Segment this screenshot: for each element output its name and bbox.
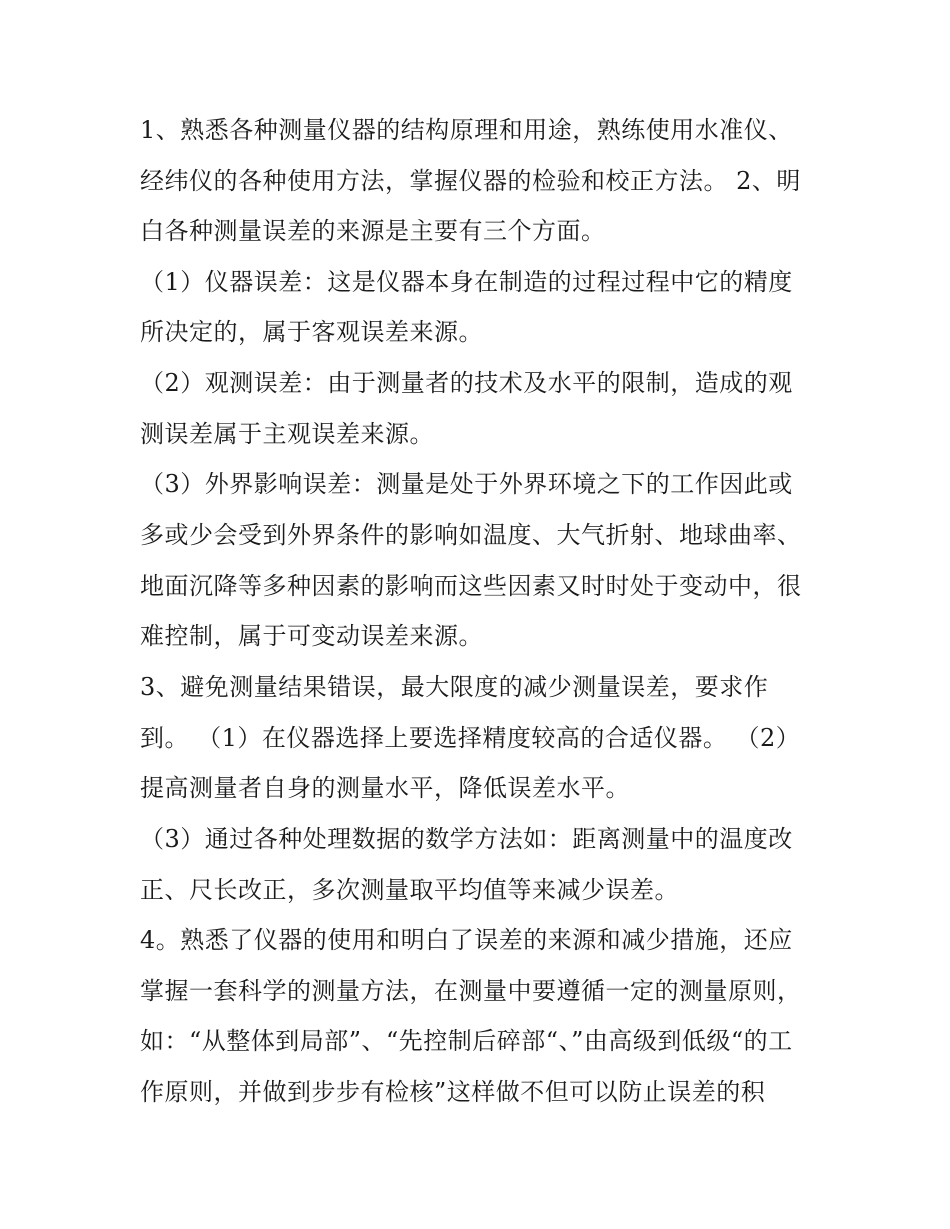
text-line: 经纬仪的各种使用方法，掌握仪器的检验和校正方法。 2、明 (140, 167, 801, 195)
text-line: 白各种测量误差的来源是主要有三个方面。 (140, 217, 606, 245)
text-line: 4。熟悉了仪器的使用和明白了误差的来源和减少措施，还应 (140, 926, 793, 954)
text-line: 1、熟悉各种测量仪器的结构原理和用途，熟练使用水准仪、 (140, 116, 793, 144)
text-line: 提高测量者自身的测量水平，降低误差水平。 (140, 774, 630, 802)
text-line: 3、避免测量结果错误，最大限度的减少测量误差，要求作 (140, 673, 769, 701)
text-line: 多或少会受到外界条件的影响如温度、大气折射、地球曲率、 (140, 521, 802, 549)
text-line: 到。 （1）在仪器选择上要选择精度较高的合适仪器。 （2） (140, 724, 801, 752)
text-line: 如：“从整体到局部”、“先控制后碎部“、”由高级到低级“的工 (140, 1027, 793, 1055)
text-line: （1）仪器误差：这是仪器本身在制造的过程过程中它的精度 (140, 268, 793, 296)
text-line: 正、尺长改正，多次测量取平均值等来减少误差。 (140, 876, 679, 904)
text-line: 掌握一套科学的测量方法，在测量中要遵循一定的测量原则， (140, 977, 802, 1005)
text-line: （3）通过各种处理数据的数学方法如：距离测量中的温度改 (140, 825, 793, 853)
text-line: （3）外界影响误差：测量是处于外界环境之下的工作因此或 (140, 470, 793, 498)
text-line: （2）观测误差：由于测量者的技术及水平的限制，造成的观 (140, 369, 793, 397)
text-line: 难控制，属于可变动误差来源。 (140, 622, 483, 650)
text-line: 测误差属于主观误差来源。 (140, 420, 434, 448)
text-line: 地面沉降等多种因素的影响而这些因素又时时处于变动中，很 (140, 572, 802, 600)
text-line: 所决定的，属于客观误差来源。 (140, 318, 483, 346)
text-line: 作原则，并做到步步有检核”这样做不但可以防止误差的积 (140, 1078, 766, 1106)
